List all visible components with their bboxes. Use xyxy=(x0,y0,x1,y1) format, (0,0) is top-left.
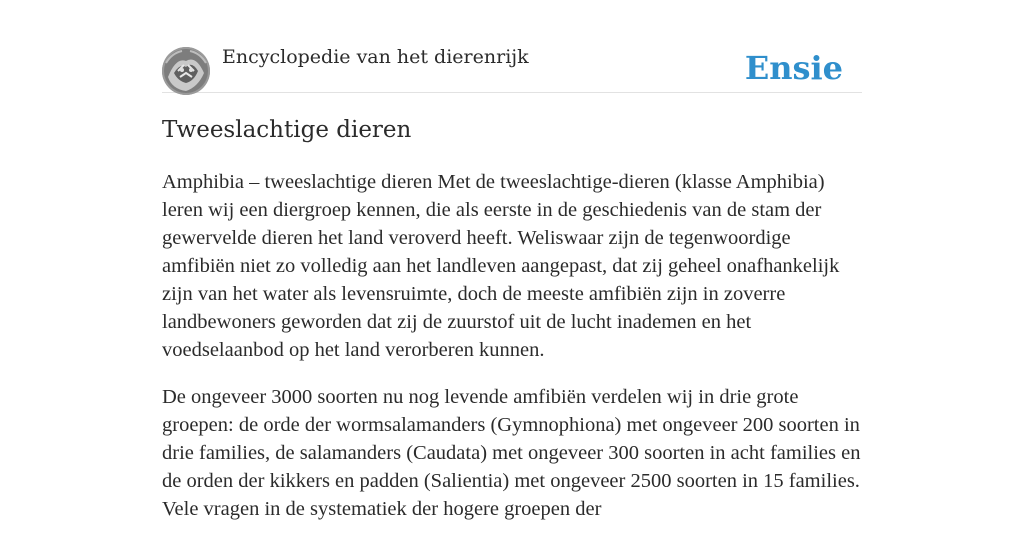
article-title: Tweeslachtige dieren xyxy=(162,117,412,143)
avatar-image-icon xyxy=(162,47,210,95)
page xyxy=(162,0,862,520)
site-header xyxy=(162,0,862,93)
article-paragraph: Amphibia – tweeslachtige dieren Met de tweeslachtige-dieren (klasse Amphibia) leren wij een diergroep kennen, die als eerste in de geschiedenis van de stam der gewervelde dieren het land veroverd heeft. Weliswaar zijn de tegenwoordige amfibiën niet zo volledig aan het landleven aangepast, dat zij geheel onafhankelijk zijn van het water als levensruimte, doch de meeste amfibiën zijn in zoverre landbewoners geworden dat zij de zuurstof uit de lucht inademen en het voedselaanbod op het land verorberen kunnen. xyxy=(162,171,840,361)
site-title[interactable]: Encyclopedie van het dierenrijk xyxy=(222,46,529,68)
article-paragraph: De ongeveer 3000 soorten nu nog levende amfibiën verdelen wij in drie grote groepen: de orde der wormsalamanders (Gymnophiona) met ongeveer 200 soorten in drie families, de salamanders (Caudata) met ongeveer 300 soorten in acht families en de orden der kikkers en padden (Salientia) met ongeveer 2500 soorten in 15 families. Vele vragen in de systematiek der hogere groepen der xyxy=(162,386,861,520)
article-body xyxy=(162,168,862,542)
site-avatar[interactable] xyxy=(162,47,210,95)
brand-logo[interactable]: Ensie xyxy=(744,49,843,87)
